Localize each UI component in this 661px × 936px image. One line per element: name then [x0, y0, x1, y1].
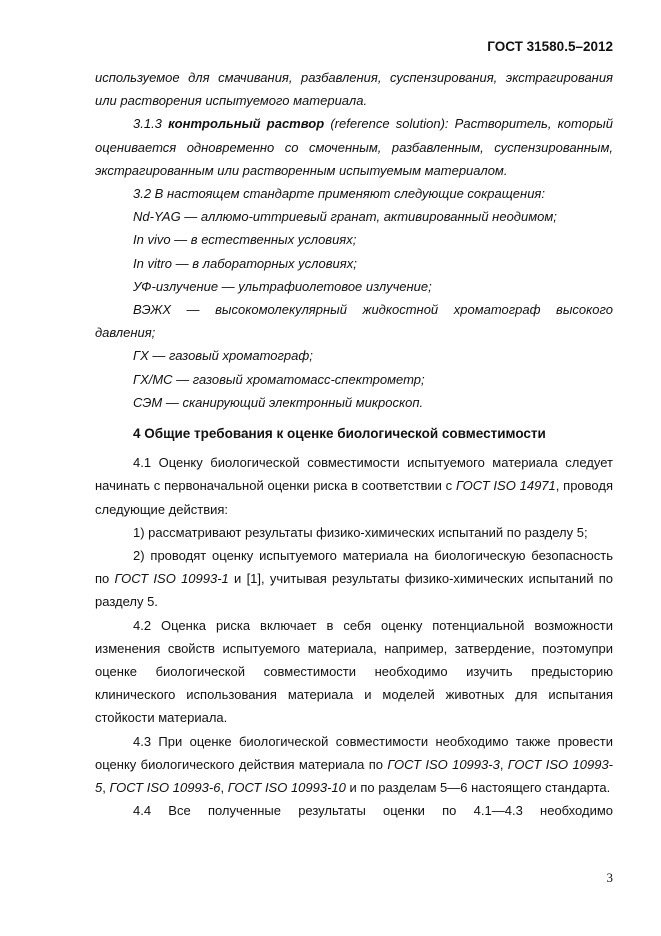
standard-reference: ГОСТ ISO 10993-1 [114, 571, 229, 587]
separator: , [102, 780, 110, 796]
abbr-item: In vitro — в лабораторных условиях; [133, 255, 357, 271]
separator: , [499, 756, 508, 772]
page-number: 3 [606, 870, 613, 885]
abbr-item: In vivo — в естественных условиях; [133, 232, 357, 248]
abbr-item: ГХ — газовый хроматограф; [133, 348, 313, 364]
standard-reference: ГОСТ ISO 10993-10 [227, 780, 346, 796]
clause-4-1 [95, 451, 613, 521]
definition-text: (reference solution): Растворитель, который оценивается одновременно со смоченным, разбавленным, суспензированным, экстрагированным или растворенным испытуемым материалом. [95, 116, 613, 178]
clause-text: и по разделам 5—6 настоящего стандарта. [345, 780, 611, 796]
clause-text: 2) проводят оценку испытуемого материала на биологическую безопасность по [95, 548, 613, 587]
clause-3-2: 3.2 В настоящем стандарте применяют следующие сокращения: [133, 186, 545, 202]
clause-text: , проводя следующие действия: [95, 478, 613, 517]
standard-reference: ГОСТ ISO 10993-5 [95, 756, 613, 796]
separator: , [220, 780, 228, 796]
clause-text: 4.3 При оценке биологической совместимости необходимо также провести оценку биологического действия материала по [95, 733, 613, 772]
clause-text: и [1], учитывая результаты физико-химических испытаний по разделу 5. [95, 571, 613, 610]
abbr-item: СЭМ — сканирующий электронный микроскоп. [133, 394, 424, 410]
standard-reference: ГОСТ ISO 10993-6 [109, 780, 221, 796]
abbr-item: ВЭЖХ — высокомолекулярный жидкостной хроматограф высокого давления; [95, 302, 613, 341]
clause-4-3 [95, 730, 613, 800]
list-item-2 [95, 544, 613, 614]
clause-number: 3.1.3 [133, 116, 162, 132]
abbr-item: УФ-излучение — ультрафиолетовое излучение; [133, 278, 432, 294]
clause-text: 4.1 Оценку биологической совместимости испытуемого материала следует начинать с первоначальной оценки риска в соответствии с [95, 455, 613, 494]
clause-4-2: 4.2 Оценка риска включает в себя оценку потенциальной возможности изменения свойств испытуемого материала, например, затвердение, поэтомупри оценке биологической совместимости необходимо изучить предысторию клинического использования материала и моделей животных для испытания стойкости материала. [95, 617, 613, 726]
page-body [95, 66, 613, 823]
document-number: ГОСТ 31580.5–2012 [487, 39, 613, 54]
defined-term: контрольный раствор [168, 116, 325, 132]
definition-3-1-3 [95, 112, 613, 182]
paragraph-continuation: используемое для смачивания, разбавления, суспензирования, экстрагирования или растворения испытуемого материала. [95, 70, 613, 109]
abbr-item: Nd-YAG — аллюмо-иттриевый гранат, активированный неодимом; [133, 209, 557, 225]
abbr-item: ГХ/МС — газовый хроматомасс-спектрометр; [133, 371, 425, 387]
standard-reference: ГОСТ ISO 10993-3 [387, 756, 500, 772]
list-item-1: 1) рассматривают результаты физико-химических испытаний по разделу 5; [133, 524, 588, 540]
clause-4-4: 4.4 Все полученные результаты оценки по 4.1—4.3 необходимо [133, 803, 613, 819]
standard-reference: ГОСТ ISO 14971 [455, 478, 556, 494]
section-4-heading: 4 Общие требования к оценке биологической совместимости [133, 426, 546, 442]
